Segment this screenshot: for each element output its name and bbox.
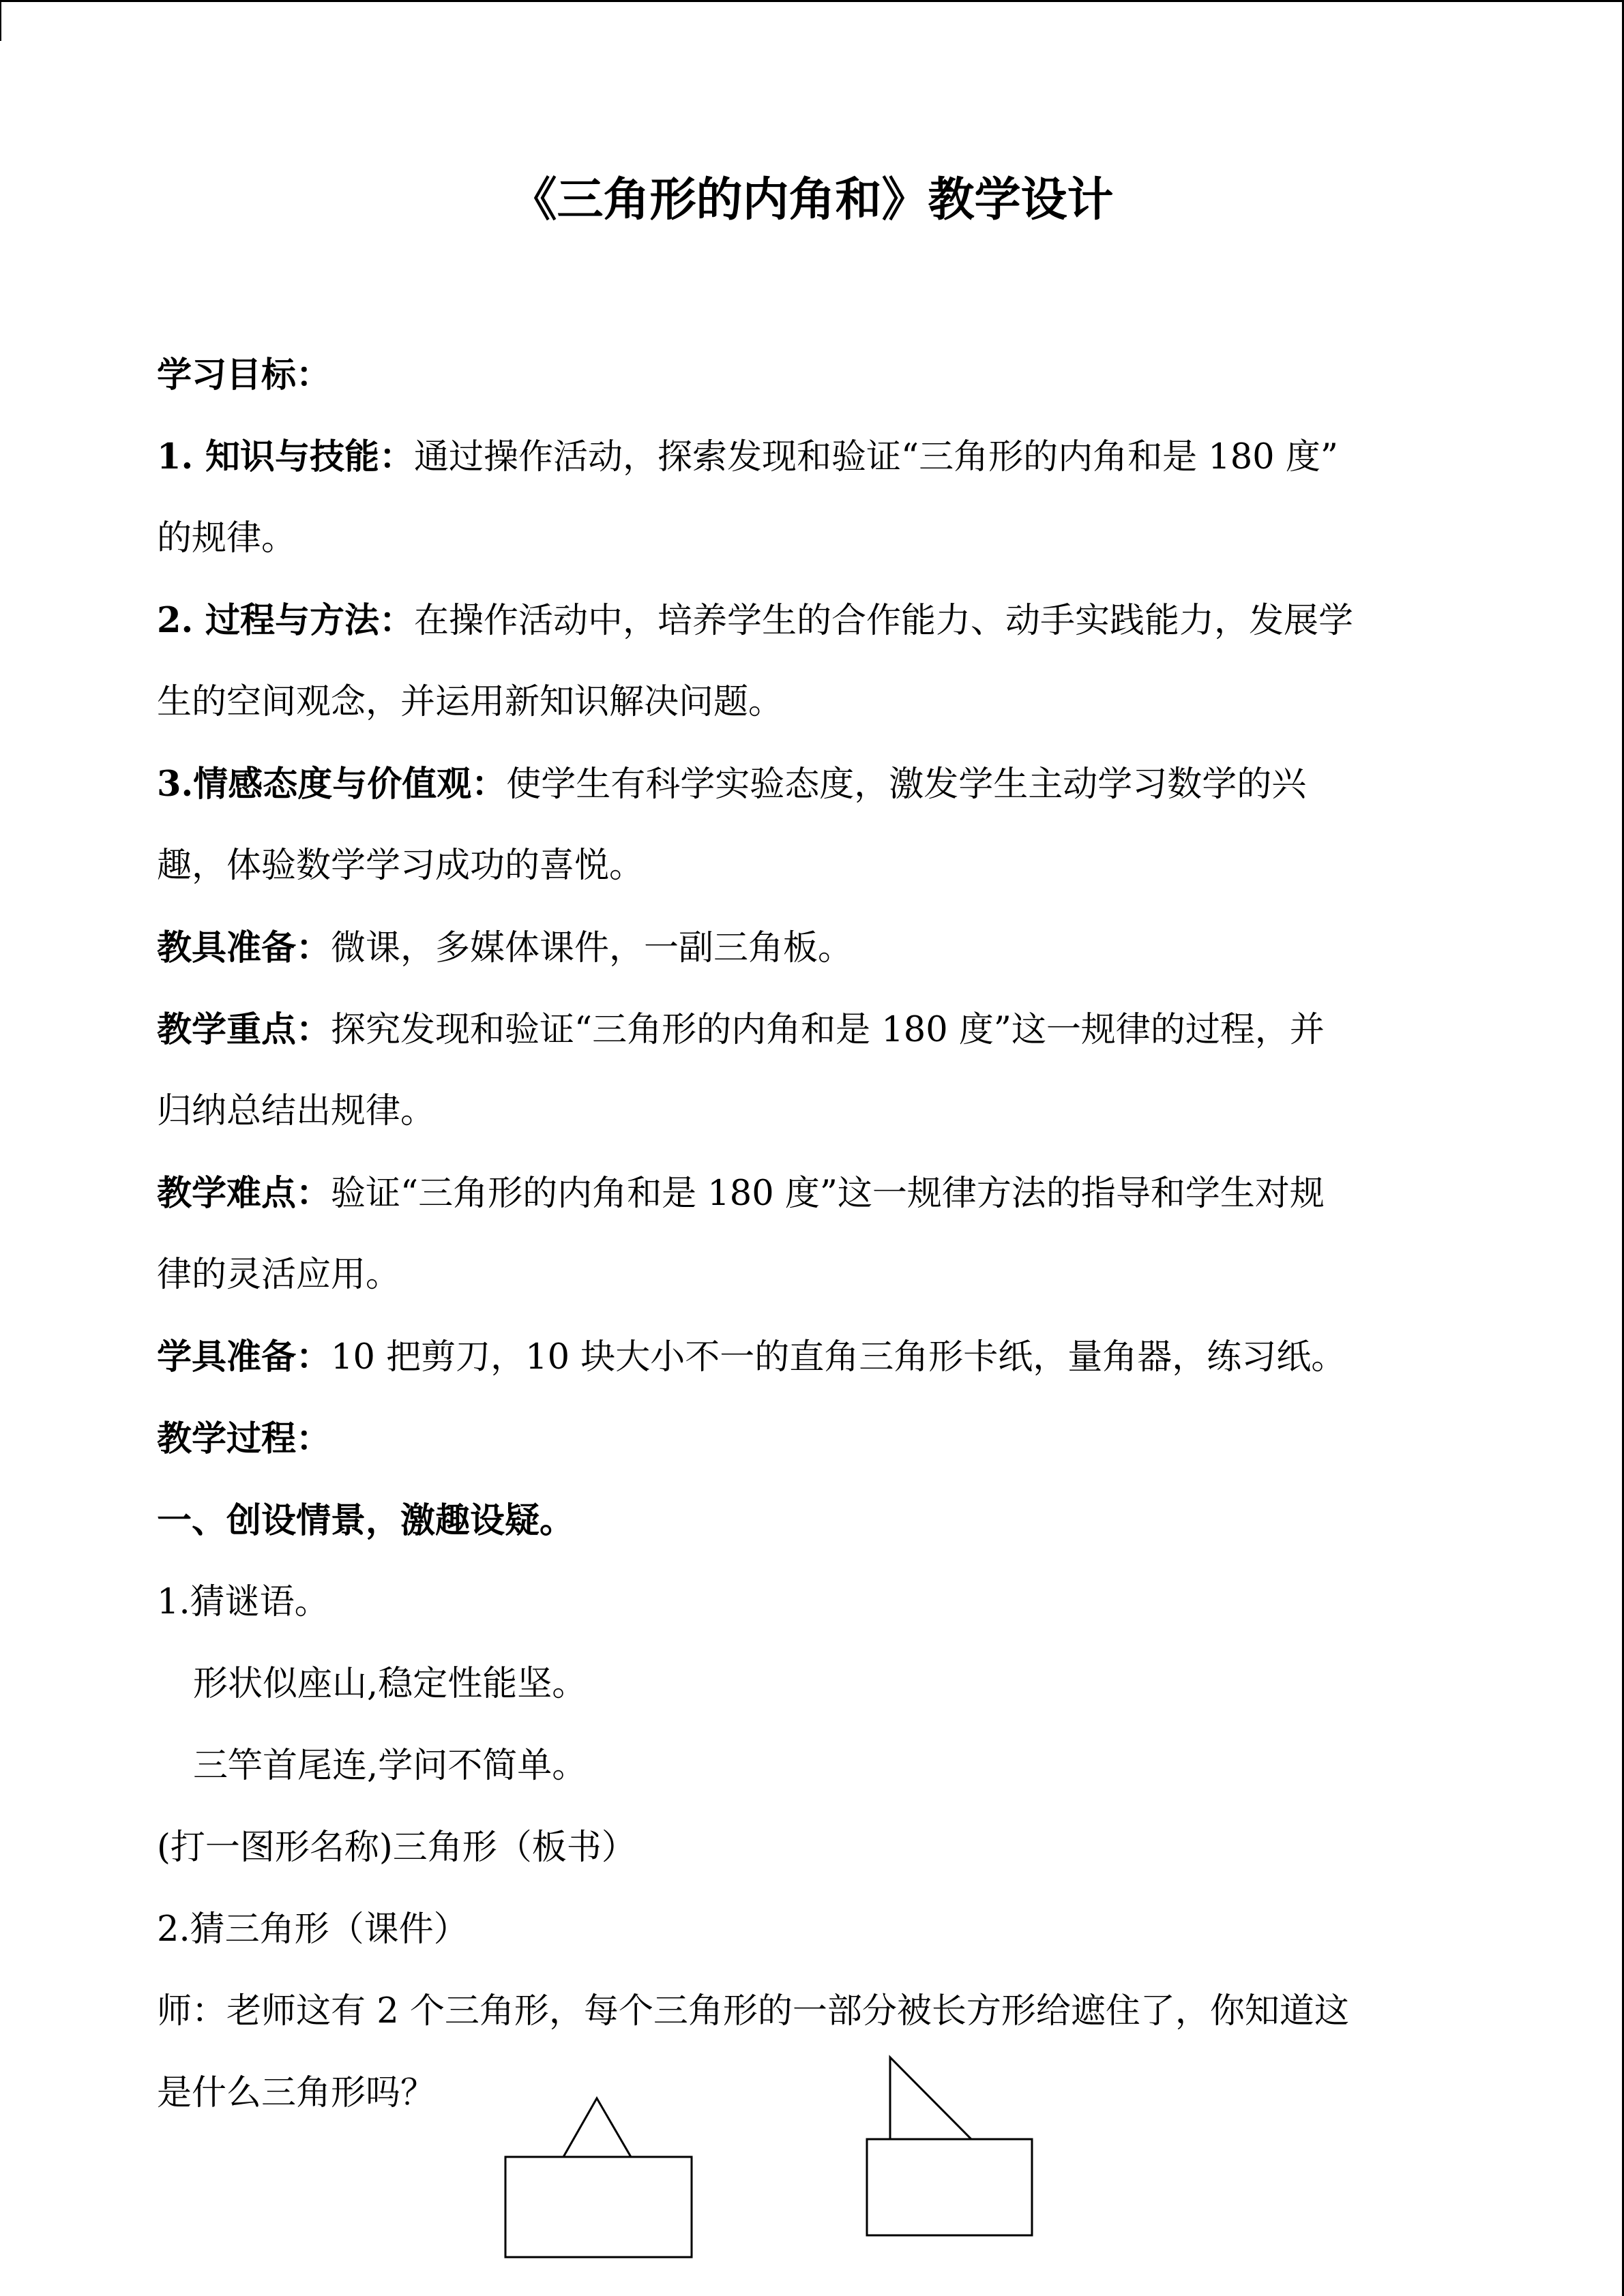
student-aids [157,1333,1453,1382]
teacher-line-2: 是什么三角形吗？ [157,2073,436,2113]
step-1: 1.猜谜语。 [157,1582,329,1622]
document-title: 《三角形的内角和》教学设计 [510,173,1114,227]
hidden-triangles-figure [477,2046,1091,2296]
process-heading: 教学过程： [157,1418,331,1459]
difficulty-line-2: 律的灵活应用。 [157,1255,401,1295]
riddle-answer: (打一图形名称)三角形（板书） [157,1828,636,1868]
objective-3-line-1 [157,760,1453,809]
objective-3-text: 使学生有科学实验态度，激发学生主动学习数学的兴 [506,764,1307,805]
objective-2-line-2: 生的空间观念，并运用新知识解决问题。 [157,682,784,722]
key-point-label: 教学重点： [157,1009,331,1050]
difficulty-label: 教学难点： [157,1173,331,1214]
student-aids-label: 学具准备： [157,1337,331,1377]
objectives-heading: 学习目标： [157,355,331,396]
step-2: 2.猜三角形（课件） [157,1909,469,1950]
figure-right-triangle-behind-rectangle [867,2057,1032,2235]
page-border-left [0,0,1,41]
teacher-line-1: 师：老师这有 2 个三角形，每个三角形的一部分被长方形给遮住了，你知道这 [157,1991,1349,2031]
section-1-heading: 一、创设情景，激趣设疑。 [157,1500,575,1541]
riddle-line-2: 三竿首尾连,学问不简单。 [193,1746,587,1786]
objective-2-label: 2. 过程与方法： [157,600,414,641]
acute-triangle-tip [563,2098,631,2157]
objective-2-line-1 [157,597,1453,645]
cover-rectangle-1 [505,2157,692,2257]
objective-1-text: 通过操作活动，探索发现和验证“三角形的内角和是 180 度” [414,437,1338,477]
key-point-text: 探究发现和验证“三角形的内角和是 180 度”这一规律的过程，并 [331,1010,1325,1050]
student-aids-text: 10 把剪刀，10 块大小不一的直角三角形卡纸，量角器，练习纸。 [331,1337,1346,1377]
teaching-aids [157,924,1453,972]
objective-1-line-1 [157,433,1453,481]
difficulty-line-1 [157,1169,1453,1218]
difficulty-text: 验证“三角形的内角和是 180 度”这一规律方法的指导和学生对规 [331,1174,1325,1214]
page-border-top [0,0,1624,2]
objective-3-label: 3.情感态度与价值观： [157,764,507,805]
riddle-line-1: 形状似座山,稳定性能坚。 [193,1664,587,1704]
key-point-line-2: 归纳总结出规律。 [157,1091,436,1131]
teaching-aids-text: 微课，多媒体课件，一副三角板。 [331,928,853,968]
objective-1-label: 1. 知识与技能： [157,436,414,477]
objective-2-text: 在操作活动中，培养学生的合作能力、动手实践能力，发展学 [414,601,1354,641]
key-point-line-1 [157,1006,1453,1054]
right-triangle-tip [890,2057,971,2139]
teaching-aids-label: 教具准备： [157,927,331,968]
objective-3-line-2: 趣，体验数学学习成功的喜悦。 [157,846,645,886]
cover-rectangle-2 [867,2139,1032,2235]
figure-acute-triangle-behind-rectangle [505,2098,692,2257]
objective-1-line-2: 的规律。 [157,518,297,558]
